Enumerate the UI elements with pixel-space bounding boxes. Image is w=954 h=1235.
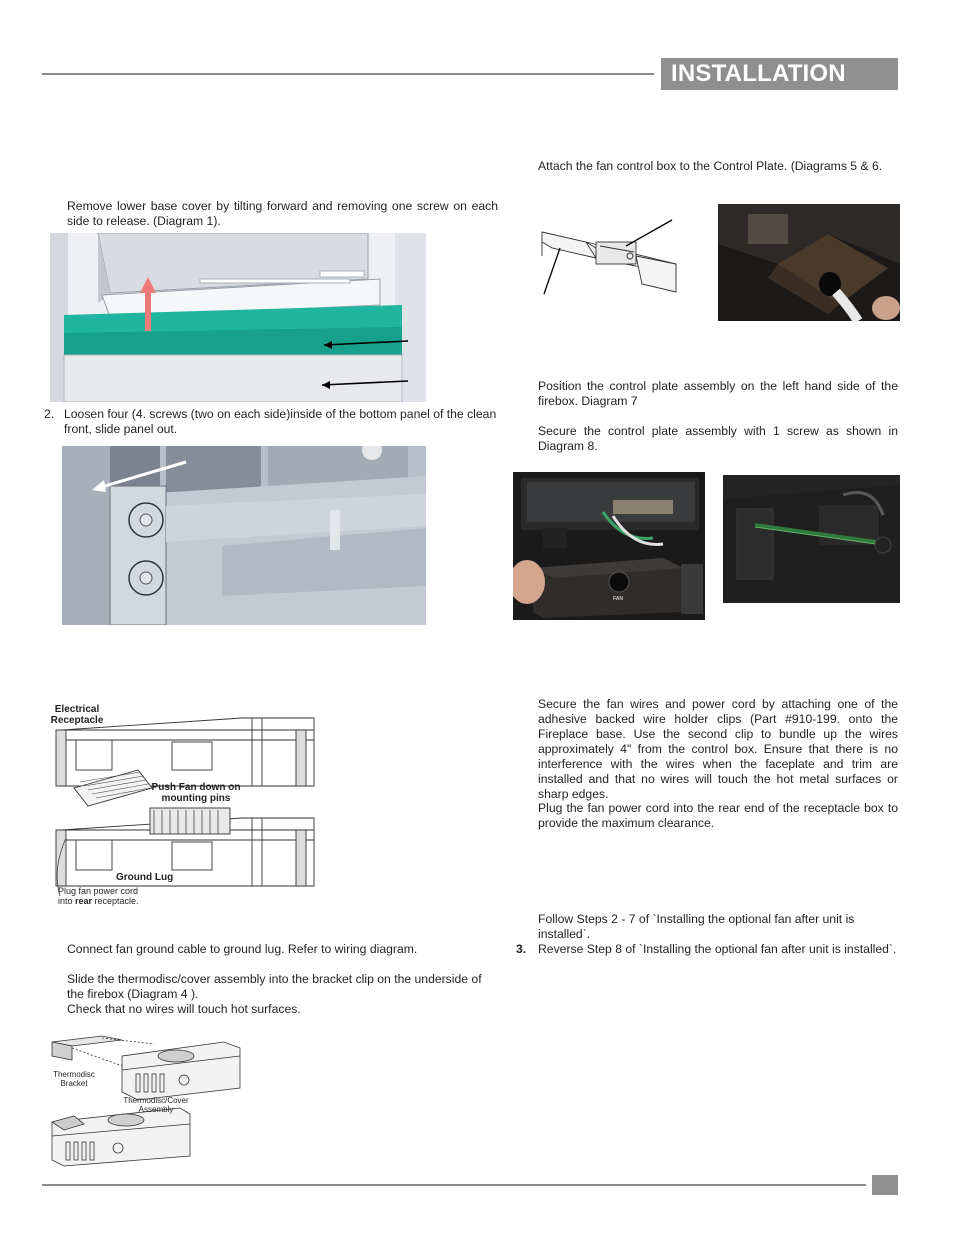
step-attach-control-box: Attach the fan control box to the Control Plate. (Diagrams 5 & 6. <box>538 159 883 173</box>
label-thermodisc-bracket: Thermodisc Bracket <box>53 1070 95 1088</box>
step-3-number: 3. <box>516 942 527 956</box>
diagram-1-base-cover <box>50 233 426 402</box>
step-2-number: 2. <box>44 407 55 421</box>
page-number-box <box>872 1175 898 1195</box>
step-secure-control-plate: Secure the control plate assembly with 1 screw as shown in Diagram 8. <box>538 424 898 453</box>
diagram-5-control-plate <box>536 212 686 298</box>
header-rule <box>42 73 654 75</box>
diagram-4-thermodisc <box>44 1030 244 1170</box>
step-connect-ground: Connect fan ground cable to ground lug. Refer to wiring diagram. <box>67 942 418 956</box>
diagram-2-bottom-panel <box>62 446 426 625</box>
footer-rule <box>42 1184 866 1186</box>
step-secure-fan-wires: Secure the fan wires and power cord by attaching one of the adhesive backed wire holder clips (Part #910-199. onto the Fireplace base. Use the second clip to bundle up the wires approximately 4" from the control box. Ensure that there is no interference with the wires when the faceplate and trim are installed and that no wires will touch the hot metal surfaces or sharp edges. <box>538 697 898 801</box>
section-title: INSTALLATION <box>661 58 898 90</box>
diagram-8-photo-screw <box>723 475 900 603</box>
label-electrical-receptacle: Electrical Receptacle <box>50 704 104 726</box>
diagram-6-photo-control-box <box>718 204 900 321</box>
diagram-7-photo-control-plate <box>513 472 705 620</box>
label-plug-cord: Plug fan power cord into rear receptacle. <box>58 886 139 906</box>
step-follow-steps: Follow Steps 2 - 7 of `Installing the optional fan after unit is installed`. <box>538 912 855 941</box>
step-loosen-screws: Loosen four (4. screws (two on each side)inside of the bottom panel of the clean front, slide panel out. <box>64 407 497 436</box>
step-plug-power-cord: Plug the fan power cord into the rear end of the receptacle box to provide the maximum clearance. <box>538 801 898 830</box>
diagram-3-fan-mounting <box>42 700 322 910</box>
step-remove-base-cover: Remove lower base cover by tilting forward and removing one screw on each side to release. (Diagram 1). <box>67 199 498 228</box>
label-ground-lug: Ground Lug <box>116 872 174 883</box>
label-push-fan: Push Fan down on mounting pins <box>151 782 241 804</box>
step-reverse-step-8: Reverse Step 8 of `Installing the optional fan after unit is installed`. <box>538 942 897 956</box>
fan-label: FAN <box>613 596 623 602</box>
label-thermodisc-cover-assembly: Thermodisc/Cover Assembly <box>123 1096 189 1114</box>
step-check-wires: Check that no wires will touch hot surfaces. <box>67 1002 301 1016</box>
step-position-control-plate: Position the control plate assembly on the left hand side of the firebox. Diagram 7 <box>538 379 898 408</box>
step-slide-thermodisc: Slide the thermodisc/cover assembly into the bracket clip on the underside of the firebox (Diagram 4 ). <box>67 972 482 1001</box>
